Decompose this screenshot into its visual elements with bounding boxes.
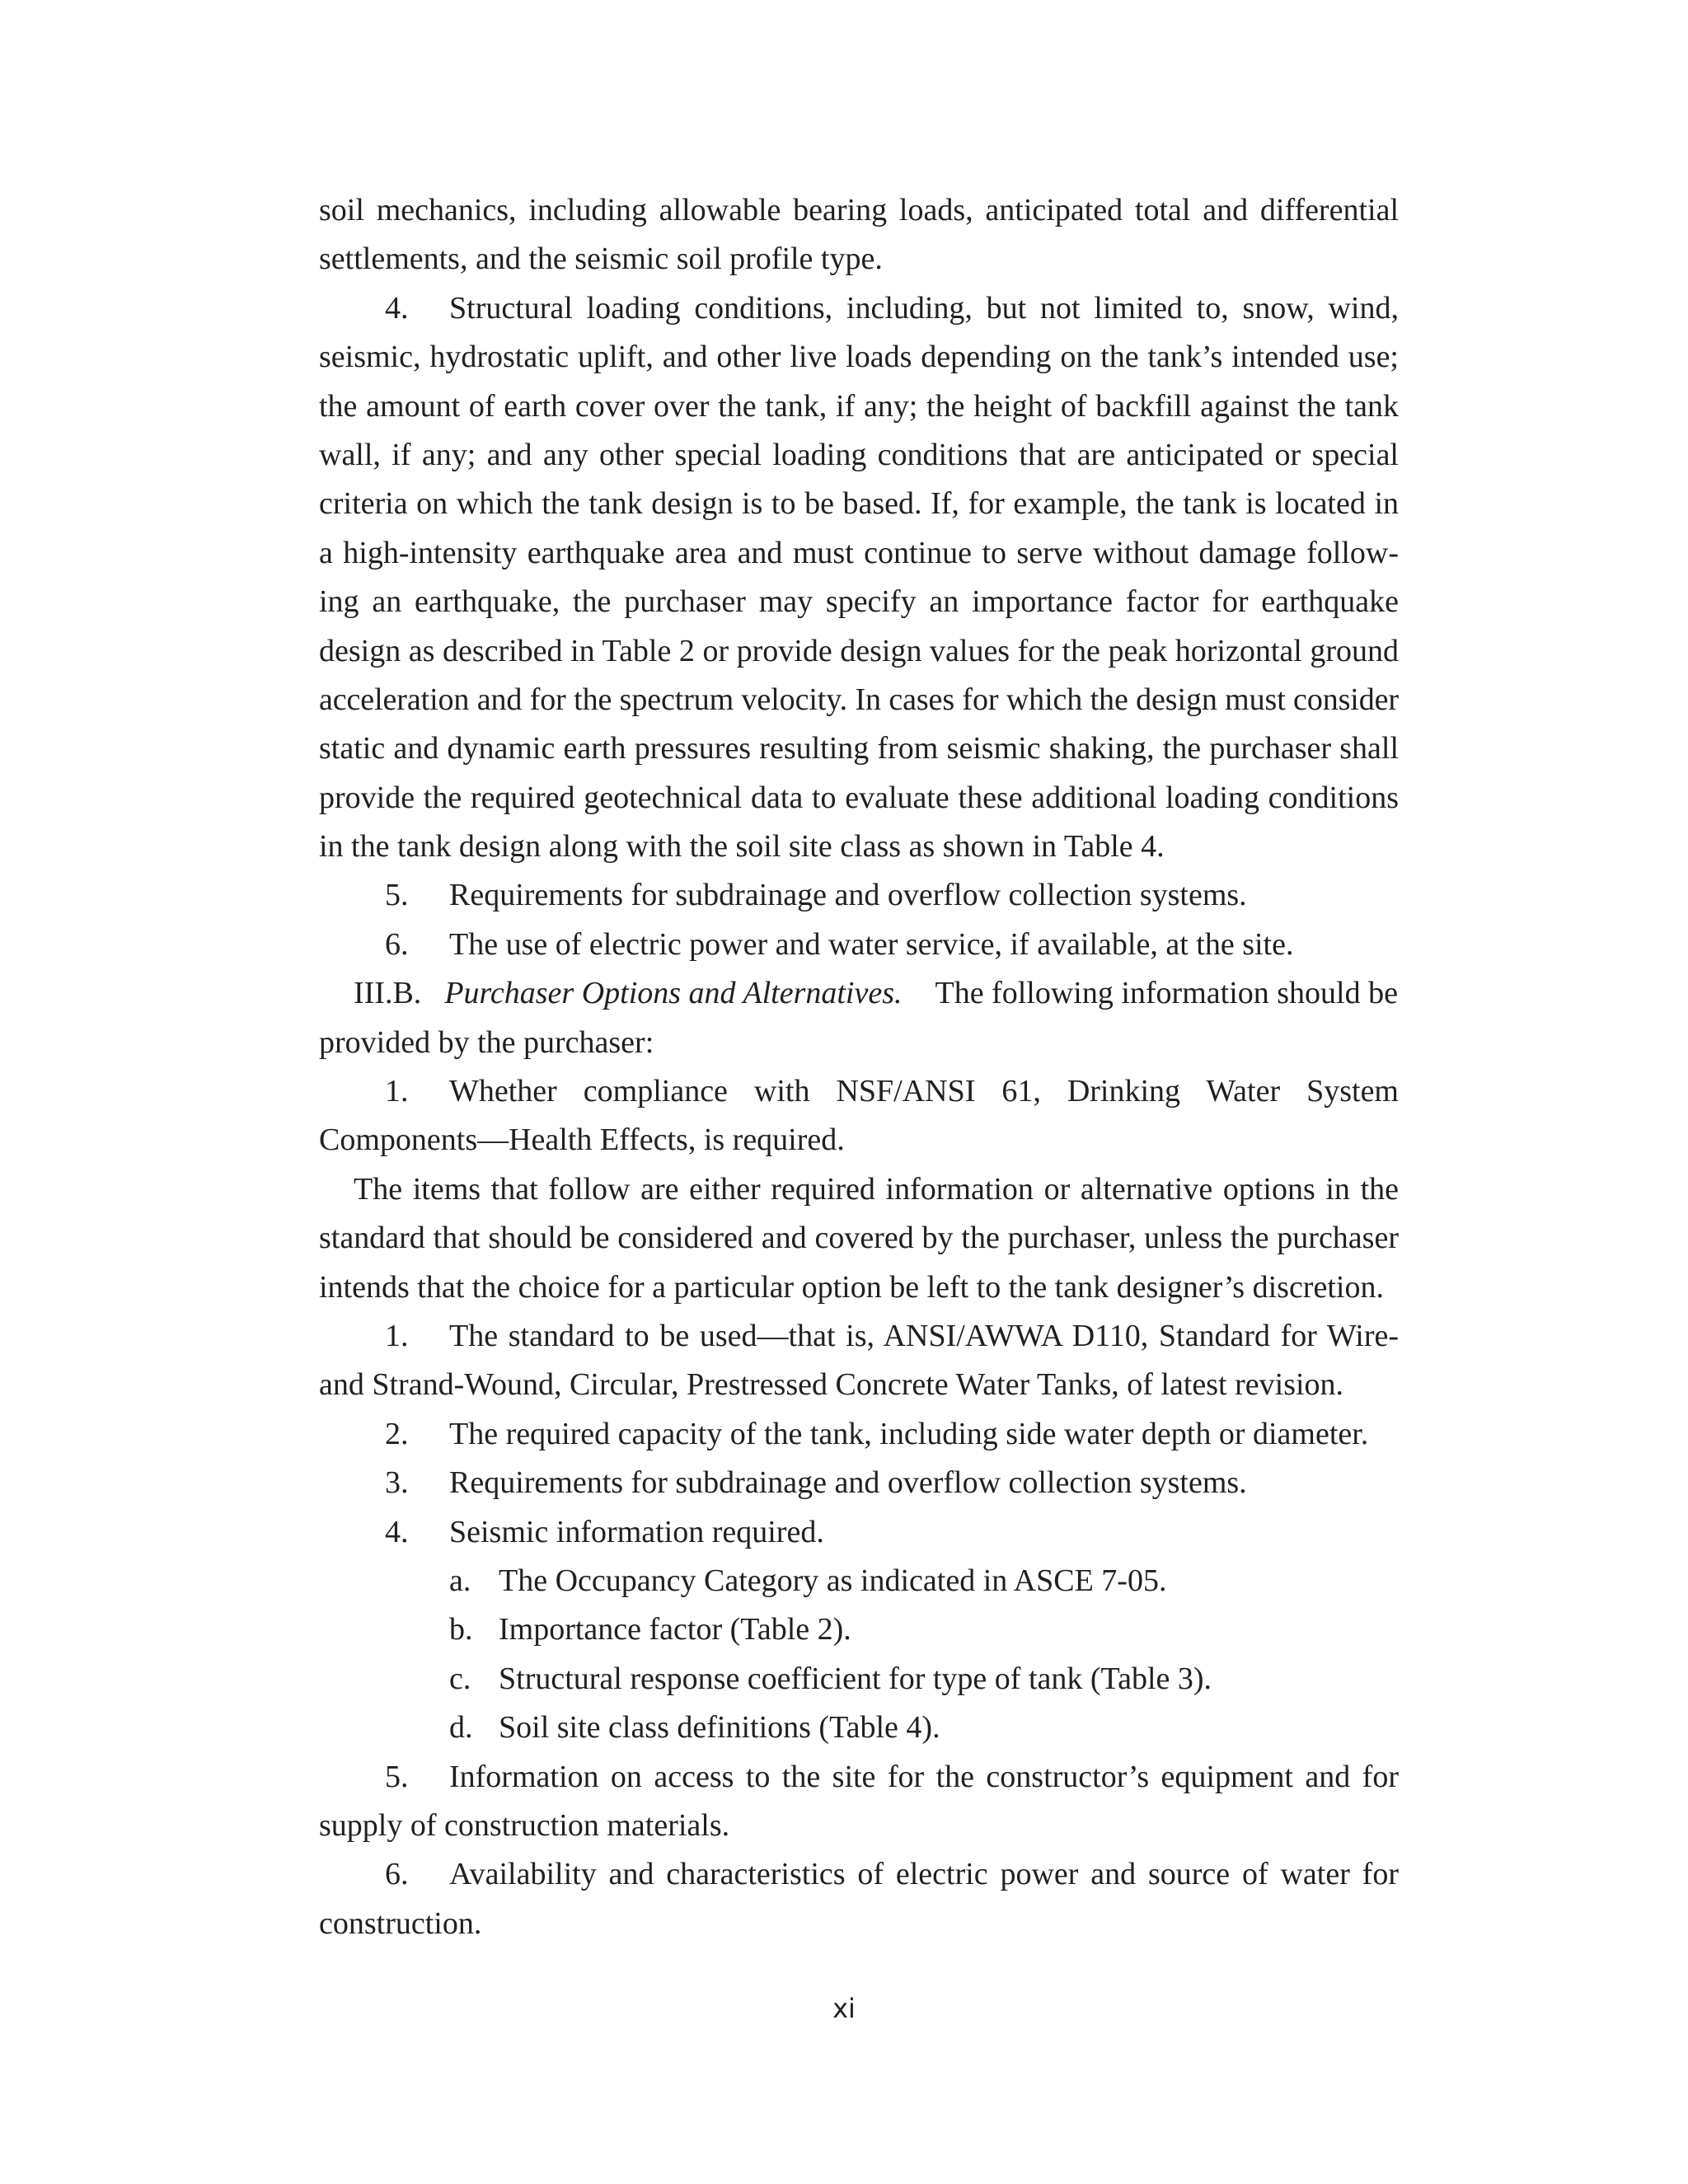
sub-item-c [319,1655,1399,1704]
list-item-1 [319,1067,1399,1116]
list-item-4 [319,284,1399,333]
item-text: The use of electric power and water service, if available, at the site. [449,926,1294,962]
text-line: the amount of earth cover over the tank, if any; the height of backfill against the tank [319,388,1399,424]
sub-item-d [319,1704,1399,1752]
item-text: The standard to be used—that is, ANSI/AWWA D110, Standard for Wire- [449,1318,1399,1353]
text-line: construction. [319,1905,482,1941]
sub-item-text: Soil site class definitions (Table 4). [499,1710,940,1746]
text-line: design as described in Table 2 or provide design values for the peak horizontal ground [319,633,1399,668]
section-text: The following information should be [935,976,1398,1011]
text-line: provided by the purchaser: [319,1024,654,1060]
item-number: 3. [385,1465,409,1501]
text-line: standard that should be considered and covered by the purchaser, unless the purchaser [319,1221,1399,1256]
text-line: and Strand-Wound, Circular, Prestressed Concrete Water Tanks, of latest revision. [319,1367,1344,1403]
item-text: Requirements for subdrainage and overflow collection systems. [449,1465,1247,1501]
sub-item-letter: c. [449,1661,471,1696]
text-line: supply of construction materials. [319,1807,730,1843]
text-line: settlements, and the seismic soil profile type. [319,241,883,277]
text-line: soil mechanics, including allowable bearing loads, anticipated total and differential [319,193,1399,227]
text-line: intends that the choice for a particular option be left to the tank designer’s discretion. [319,1269,1384,1305]
list-item-5 [319,1753,1399,1802]
page-number: xi [832,1993,856,2024]
item-number: 4. [385,290,409,326]
list-item-1 [319,1312,1399,1361]
sub-item-text: Importance factor (Table 2). [499,1612,851,1647]
list-item-5 [319,871,1399,920]
list-item-2 [319,1410,1399,1459]
item-number: 5. [385,1759,409,1794]
section-number: III.B. [354,976,422,1011]
item-text: Information on access to the site for the constructor’s equipment and for [449,1759,1399,1794]
item-text: Whether compliance with NSF/ANSI 61, Drinking Water System [449,1074,1399,1109]
text-line: provide the required geotechnical data to evaluate these additional loading conditions [319,780,1399,815]
text-line: in the tank design along with the soil site class as shown in Table 4. [319,829,1165,865]
body-text [319,186,1399,1948]
sub-item-letter: d. [449,1710,473,1746]
item-text: The required capacity of the tank, including side water depth or diameter. [449,1416,1369,1451]
sub-item-letter: a. [449,1563,471,1598]
text-line: seismic, hydrostatic uplift, and other live loads depending on the tank’s intended use; [319,340,1399,375]
item-number: 1. [385,1318,409,1353]
sub-item-text: The Occupancy Category as indicated in ASCE 7-05. [499,1563,1167,1598]
sub-item-text: Structural response coefficient for type of tank (Table 3). [499,1661,1212,1696]
list-item-6 [319,921,1399,969]
sub-item-a [319,1557,1399,1605]
text-line: a high-intensity earthquake area and must continue to serve without damage follow- [319,535,1399,570]
list-item-4 [319,1508,1399,1557]
text-line: acceleration and for the spectrum velocity. In cases for which the design must consider [319,682,1399,717]
text-line: wall, if any; and any other special loading conditions that are anticipated or special [319,437,1399,472]
paragraph-line: The items that follow are either required information or alternative options in the [354,1171,1399,1207]
item-number: 2. [385,1416,409,1451]
item-number: 1. [385,1074,409,1109]
item-number: 4. [385,1514,409,1549]
item-number: 5. [385,878,409,913]
item-number: 6. [385,926,409,962]
section-heading-iii-b [319,969,1399,1018]
list-item-3 [319,1459,1399,1507]
item-text: Requirements for subdrainage and overflow collection systems. [449,878,1247,913]
item-number: 6. [385,1857,409,1892]
item-text: Seismic information required. [449,1514,824,1549]
text-line: criteria on which the tank design is to be based. If, for example, the tank is located in [319,486,1399,522]
section-title: Purchaser Options and Alternatives. [444,976,903,1011]
item-text: Structural loading conditions, including, but not limited to, snow, wind, [449,290,1399,326]
sub-item-letter: b. [449,1612,473,1647]
item-text: Availability and characteristics of electric power and source of water for [449,1857,1399,1892]
text-line: ing an earthquake, the purchaser may specify an importance factor for earthquake [319,584,1399,620]
text-line: Components—Health Effects, is required. [319,1122,845,1158]
list-item-6 [319,1850,1399,1899]
text-line: static and dynamic earth pressures resulting from seismic shaking, the purchaser shall [319,731,1399,766]
sub-item-b [319,1605,1399,1654]
